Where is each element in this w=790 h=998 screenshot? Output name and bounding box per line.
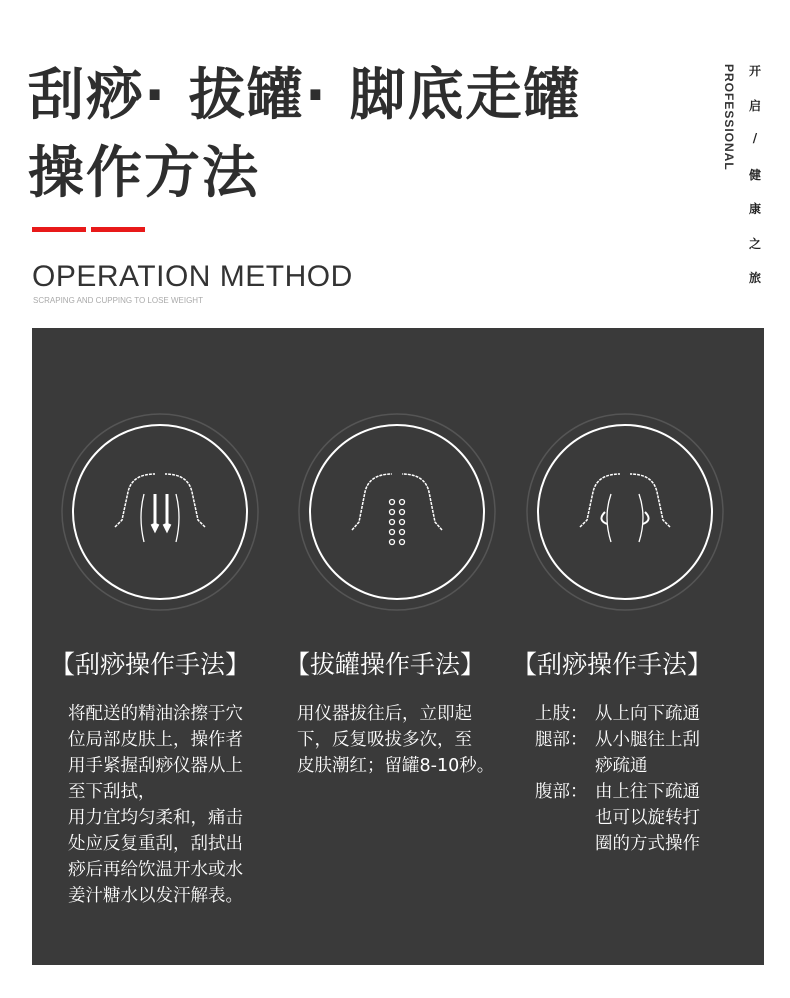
slogan-char: 之 bbox=[748, 236, 761, 251]
text-line: 位局部皮肤上，操作者 bbox=[68, 730, 243, 750]
instruction-row bbox=[535, 727, 700, 779]
english-title: OPERATION METHOD bbox=[32, 260, 353, 293]
accent-bar bbox=[91, 227, 145, 232]
slogan-char: 启 bbox=[748, 98, 761, 113]
accent-bar bbox=[32, 227, 86, 232]
back-cupping-dots-icon bbox=[297, 412, 497, 612]
page-title-line2: 操作方法 bbox=[28, 141, 260, 206]
instruction-row bbox=[535, 701, 700, 727]
row-label: 腹部： bbox=[535, 782, 588, 802]
text-line: 从小腿往上刮 bbox=[595, 730, 700, 750]
english-subtitle: SCRAPING AND CUPPING TO LOSE WEIGHT bbox=[33, 296, 203, 305]
back-rotation-icon bbox=[525, 412, 725, 612]
text-line: 由上往下疏通 bbox=[595, 782, 700, 802]
vertical-professional: PROFESSIONAL bbox=[722, 64, 736, 171]
slogan-char: 开 bbox=[748, 64, 761, 78]
cupping-instructions bbox=[297, 701, 494, 779]
slogan-char: 旅 bbox=[748, 271, 761, 285]
page-title-line1: 刮痧· 拔罐· 脚底走罐 bbox=[28, 63, 582, 128]
vertical-slogan bbox=[748, 62, 762, 304]
text-line: 处应反复重刮，刮拭出 bbox=[68, 834, 243, 854]
text-line: 痧疏通 bbox=[595, 756, 648, 776]
row-label: 上肢： bbox=[535, 704, 588, 724]
text-line: 用仪器拔往后，立即起 bbox=[297, 704, 472, 724]
text-line: 也可以旋转打 bbox=[595, 808, 700, 828]
text-line: 下，反复吸拔多次，至 bbox=[297, 730, 472, 750]
scraping-instructions bbox=[68, 701, 243, 909]
row-label: 腿部： bbox=[535, 730, 588, 750]
slogan-char: 健 bbox=[748, 167, 761, 182]
slogan-char: 康 bbox=[748, 202, 761, 216]
slogan-char: / bbox=[752, 131, 758, 145]
back-scraping-arrows-icon bbox=[60, 412, 260, 612]
text-line: 用手紧握刮痧仪器从上 bbox=[68, 756, 243, 776]
text-line: 痧后再给饮温开水或水 bbox=[68, 860, 243, 880]
text-line: 至下刮拭， bbox=[68, 782, 156, 802]
text-line: 圈的方式操作 bbox=[595, 834, 700, 854]
method-heading-scraping: 【刮痧操作手法】 bbox=[50, 650, 251, 679]
text-line: 姜汁糖水以发汗解表。 bbox=[68, 886, 243, 906]
instruction-row bbox=[535, 779, 700, 857]
foot-instructions bbox=[535, 701, 700, 857]
method-heading-foot: 【刮痧操作手法】 bbox=[512, 650, 713, 679]
text-line: 用力宜均匀柔和，痛击 bbox=[68, 808, 243, 828]
text-line: 将配送的精油涂擦于穴 bbox=[68, 704, 243, 724]
text-line: 从上向下疏通 bbox=[595, 704, 700, 724]
method-heading-cupping: 【拔罐操作手法】 bbox=[285, 650, 486, 679]
text-line: 皮肤潮红；留罐8-10秒。 bbox=[297, 756, 495, 776]
